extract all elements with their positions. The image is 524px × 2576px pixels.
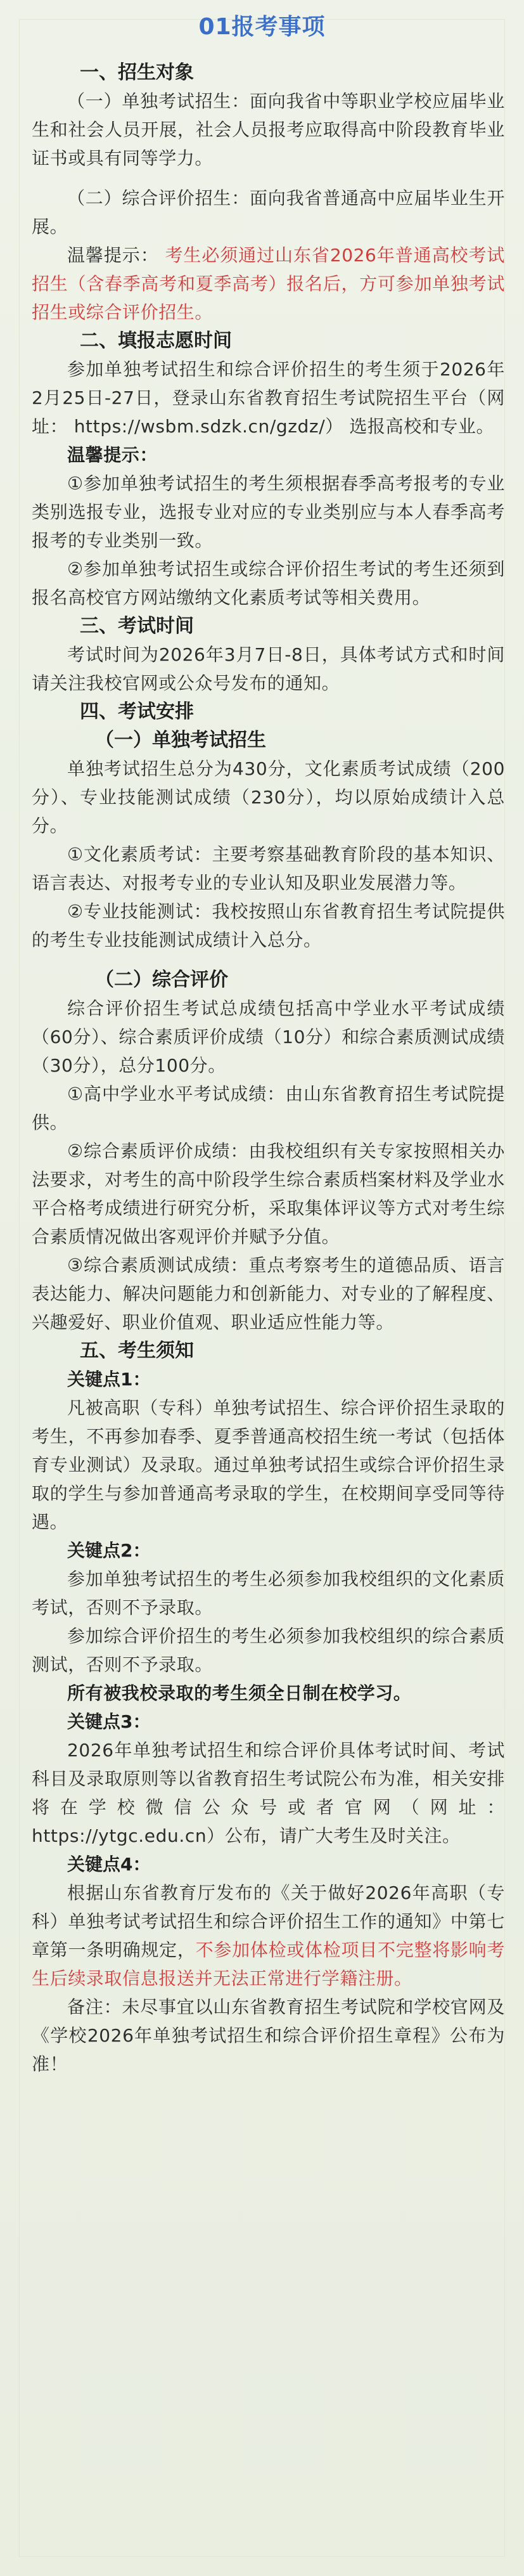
paragraph-academic-level-score: ①高中学业水平考试成绩：由山东省教育招生考试院提供。 — [32, 1084, 505, 1133]
key-point-2-label: 关键点2： — [67, 1540, 151, 1561]
section-heading-application-time: 二、填报志愿时间 — [80, 330, 232, 352]
paragraph-warm-tip — [32, 241, 505, 327]
paragraph-single-exam-target: （一）单独考试招生：面向我省中等职业学校应届毕业生和社会人员开展，社会人员报考应取得高中阶段教育毕业证书或具有同等学力。 — [32, 91, 505, 169]
paragraph-skill-test: ②专业技能测试：我校按照山东省教育招生考试院提供的考生专业技能测试成绩计入总分。 — [32, 901, 505, 950]
section-heading-exam-time: 三、考试时间 — [80, 615, 194, 637]
key-point-4-text: 根据山东省教育厅发布的《关于做好2026年高职（专科）单独考试考试招生和综合评价招生工作的通知》中第七章第一条明确规定， — [32, 1882, 505, 1960]
paragraph-key-point-3: 2026年单独考试招生和综合评价具体考试时间、考试科目及录取原则等以省教育招生考试院公布为准，相关安排将在学校微信公众号或者官网（网址：https://ytgc.edu.cn）公布，请广大考生及时关注。 — [32, 1740, 505, 1846]
paragraph-single-exam-score: 单独考试招生总分为430分，文化素质考试成绩（200分）、专业技能测试成绩（230分），均以原始成绩计入总分。 — [32, 758, 505, 836]
key-point-4-highlight: 不参加体检或体检项目不完整将影响考生后续录取信息报送并无法正常进行学籍注册。 — [32, 1939, 505, 1989]
section-heading-recruit-target: 一、招生对象 — [80, 61, 194, 84]
page-title: 01报考事项 — [198, 14, 326, 40]
paragraph-major-choice-rule: ①参加单独考试招生的考生须根据春季高考报考的专业类别选报专业，选报专业对应的专业类别应与本人春季高考报考的专业类别一致。 — [32, 473, 505, 551]
paragraph-comprehensive-score: 综合评价招生考试总成绩包括高中学业水平考试成绩（60分）、综合素质评价成绩（10分）和综合素质测试成绩（30分），总分100分。 — [32, 998, 505, 1076]
warm-tip-heading: 温馨提示： — [67, 444, 158, 465]
paragraph-fee-payment: ②参加单独考试招生或综合评价招生考试的考生还须到报名高校官方网站缴纳文化素质考试等相关费用。 — [32, 559, 505, 608]
paragraph-key-point-2-culture: 参加单独考试招生的考生必须参加我校组织的文化素质考试，否则不予录取。 — [32, 1569, 505, 1618]
paragraph-quality-evaluation: ②综合素质评价成绩：由我校组织有关专家按照相关办法要求，对考生的高中阶段学生综合素质档案材料及学业水平合格考成绩进行研究分析，采取集体评议等方式对考生综合素质情况做出客观评价并赋予分值。 — [32, 1141, 505, 1247]
paragraph-application-time: 参加单独考试招生和综合评价招生的考生须于2026年2月25日-27日，登录山东省教育招生考试院招生平台（网址： https://wsbm.sdzk.cn/gzdz/） 选报高校和专业。 — [32, 359, 505, 437]
section-heading-notes: 五、考生须知 — [80, 1340, 194, 1362]
paragraph-exam-time: 考试时间为2026年3月7日-8日，具体考试方式和时间请关注我校官网或公众号发布的通知。 — [32, 644, 505, 694]
subsection-heading-single-exam: （一）单独考试招生 — [95, 729, 266, 751]
subsection-heading-comprehensive: （二）综合评价 — [95, 969, 228, 991]
key-point-4-label: 关键点4： — [67, 1854, 151, 1875]
paragraph-key-point-1: 凡被高职（专科）单独考试招生、综合评价招生录取的考生，不再参加春季、夏季普通高校招生统一考试（包括体育专业测试）及录取。通过单独考试招生或综合评价招生录取的学生与参加普通高考录取的学生，在校期间享受同等待遇。 — [32, 1397, 505, 1532]
paragraph-comprehensive-target: （二）综合评价招生：面向我省普通高中应届毕业生开展。 — [32, 188, 505, 237]
warm-tip-label: 温馨提示： — [67, 245, 159, 266]
warm-tip-highlight: 考生必须通过山东省2026年普通高校考试招生（含春季高考和夏季高考）报名后，方可参加单独考试招生或综合评价招生。 — [32, 245, 505, 323]
paragraph-full-time-study: 所有被我校录取的考生须全日制在校学习。 — [67, 1683, 412, 1704]
paragraph-key-point-2-quality: 参加综合评价招生的考生必须参加我校组织的综合素质测试，否则不予录取。 — [32, 1626, 505, 1675]
section-heading-exam-arrangement: 四、考试安排 — [80, 701, 194, 723]
paragraph-remark: 备注：未尽事宜以山东省教育招生考试院和学校官网及《学校2026年单独考试招生和综合评价招生章程》公布为准！ — [32, 1997, 505, 2074]
paragraph-culture-exam: ①文化素质考试：主要考察基础教育阶段的基本知识、语言表达、对报考专业的专业认知及职业发展潜力等。 — [32, 844, 505, 893]
paragraph-key-point-4 — [32, 1879, 505, 1993]
paragraph-quality-test: ③综合素质测试成绩：重点考察考生的道德品质、语言表达能力、解决问题能力和创新能力、对专业的了解程度、兴趣爱好、职业价值观、职业适应性能力等。 — [32, 1255, 505, 1333]
key-point-3-label: 关键点3： — [67, 1711, 151, 1732]
key-point-1-label: 关键点1： — [67, 1369, 151, 1390]
